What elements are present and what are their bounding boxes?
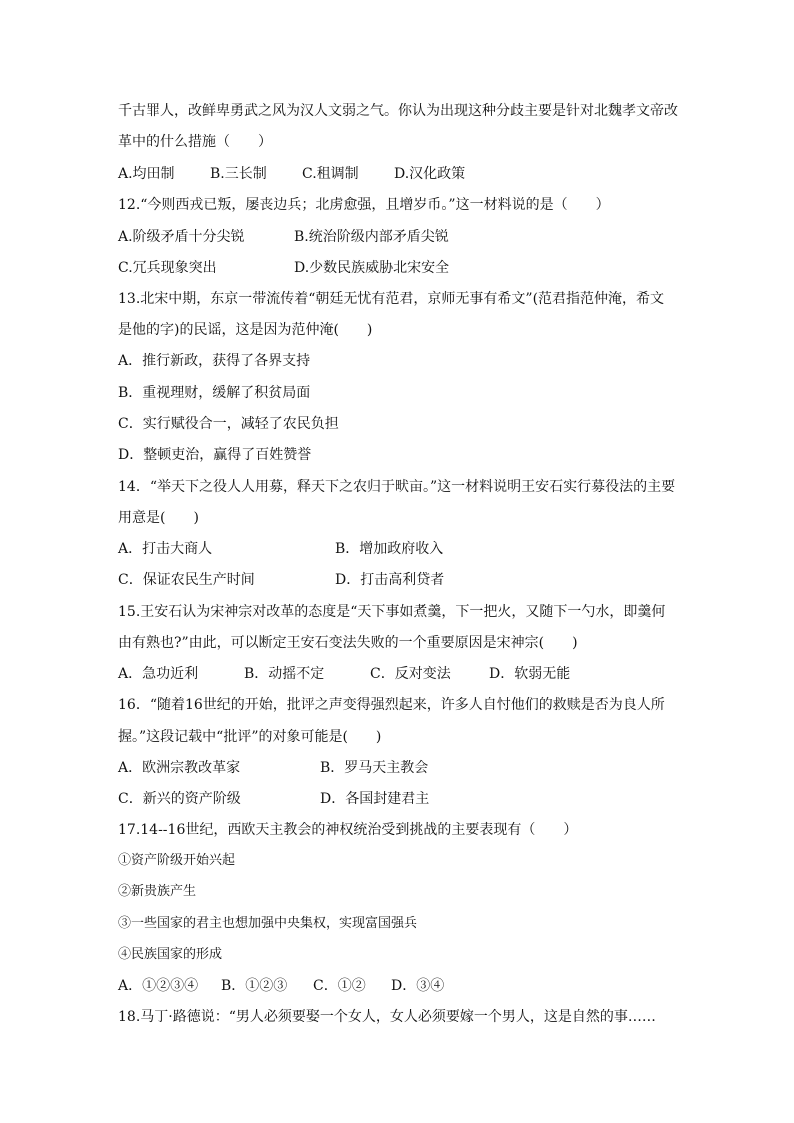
q14-option-c: C．保证农民生产时间	[118, 572, 255, 588]
q16-line-2: 握。”这段记载中“批评”的对象可能是( )	[118, 729, 382, 745]
q15-option-b: B．动摇不定	[244, 666, 325, 682]
q11-option-a: A.均田制	[118, 166, 175, 182]
q14-line-2: 用意是( )	[118, 510, 199, 526]
q13-option-c: C．实行赋役合一，减轻了农民负担	[118, 416, 339, 432]
q13-option-b: B．重视理财，缓解了积贫局面	[118, 385, 311, 401]
q15-line-2: 由有熟也?”由此，可以断定王安石变法失败的一个重要原因是宋神宗( )	[118, 635, 578, 651]
q12-stem: 12.“今则西戎已叛，屡丧边兵；北虏愈强，且增岁币。”这一材料说的是（ ）	[118, 197, 610, 213]
q14-option-b: B．增加政府收入	[335, 541, 444, 557]
q15-option-d: D．软弱无能	[489, 666, 571, 682]
q16-option-c: C．新兴的资产阶级	[118, 791, 241, 807]
q15-line-1: 15.王安石认为宋神宗对改革的态度是“天下事如煮羹，下一把火，又随下一勺水，即羹何	[118, 604, 666, 620]
q14-option-a: A．打击大商人	[118, 541, 213, 557]
q16-option-a: A．欧洲宗教改革家	[118, 760, 241, 776]
q11-option-c: C.租调制	[302, 166, 359, 182]
q14-line-1: 14．“举天下之役人人用募，释天下之农归于畎亩。”这一材料说明王安石实行募役法的主要	[118, 479, 676, 495]
q16-option-d: D．各国封建君主	[320, 791, 430, 807]
q17-option-d: D．③④	[391, 978, 445, 994]
q13-option-a: A．推行新政，获得了各界支持	[118, 353, 311, 369]
q13-option-d: D．整顿吏治，赢得了百姓赞誉	[118, 447, 312, 463]
q16-option-b: B．罗马天主教会	[320, 760, 429, 776]
q18-stem: 18.马丁·路德说：“男人必须要娶一个女人，女人必须要嫁一个男人，这是自然的事……	[118, 1009, 656, 1025]
q15-option-a: A．急功近利	[118, 666, 199, 682]
q17-stem: 17.14--16世纪，西欧天主教会的神权统治受到挑战的主要表现有（ ）	[118, 822, 578, 838]
q12-option-a: A.阶级矛盾十分尖锐	[118, 229, 245, 245]
q16-line-1: 16．“随着16世纪的开始，批评之声变得强烈起来，许多人自忖他们的救赎是否为良人所	[118, 697, 665, 713]
q15-option-c: C．反对变法	[370, 666, 451, 682]
q11-option-d: D.汉化政策	[394, 166, 466, 182]
q17-option-c: C．①②	[313, 978, 366, 994]
q11-option-b: B.三长制	[210, 166, 267, 182]
q12-option-b: B.统治阶级内部矛盾尖锐	[294, 229, 449, 245]
q12-option-d: D.少数民族威胁北宋安全	[294, 260, 450, 276]
q14-option-d: D．打击高利贷者	[335, 572, 445, 588]
q17-item-2: ②新贵族产生	[118, 884, 197, 899]
q17-item-3: ③一些国家的君主也想加强中央集权，实现富国强兵	[118, 916, 418, 931]
q11-line-1: 千古罪人，改鲜卑勇武之风为汉人文弱之气。你认为出现这种分歧主要是针对北魏孝文帝改	[118, 103, 678, 119]
q17-item-1: ①资产阶级开始兴起	[118, 853, 236, 868]
q17-item-4: ④民族国家的形成	[118, 947, 223, 962]
q17-option-b: B．①②③	[221, 978, 288, 994]
q13-line-2: 是他的字)的民谣，这是因为范仲淹( )	[118, 322, 373, 338]
q13-line-1: 13.北宋中期，东京一带流传着“朝廷无忧有范君，京师无事有希文”(范君指范仲淹，希文	[118, 291, 665, 307]
q12-option-c: C.冗兵现象突出	[118, 260, 217, 276]
q11-line-2: 革中的什么措施（ ）	[118, 134, 272, 150]
q17-option-a: A．①②③④	[118, 978, 199, 994]
